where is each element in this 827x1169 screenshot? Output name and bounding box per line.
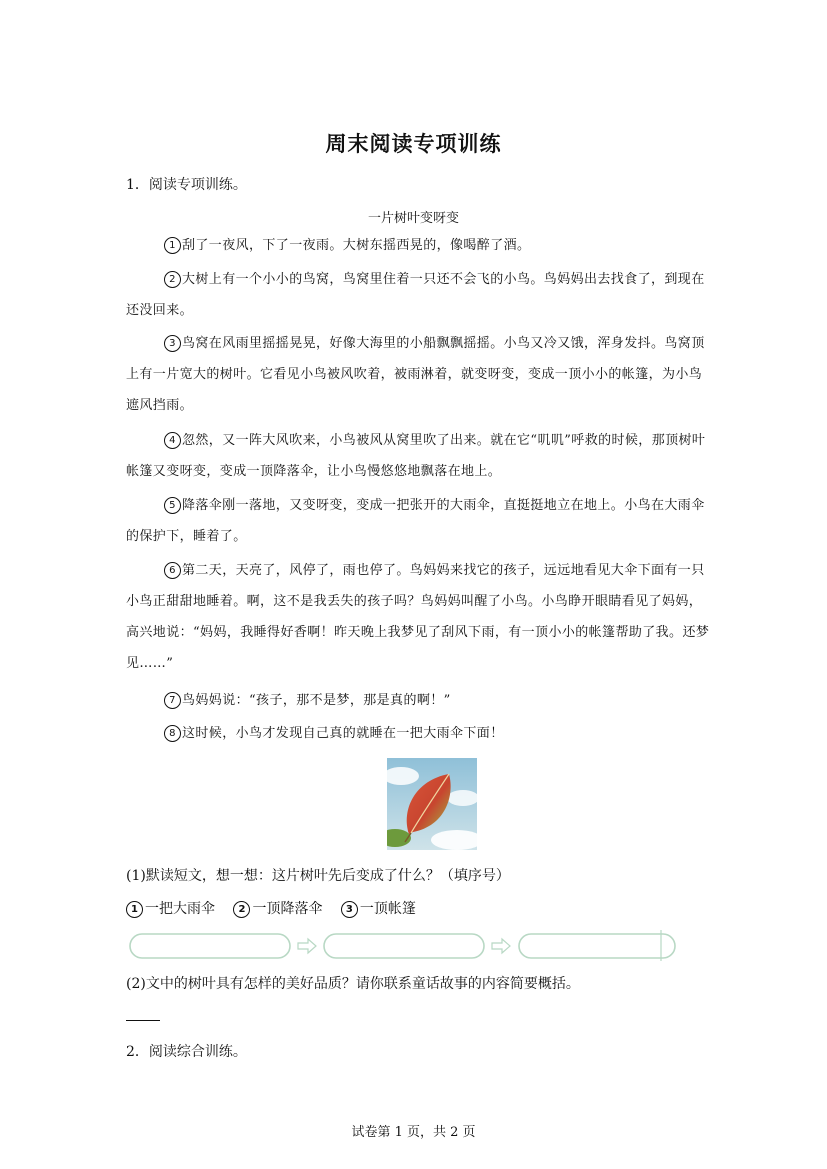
story-paragraph-2 xyxy=(126,264,712,326)
paragraph-text: 第二天，天亮了，风停了，雨也停了。鸟妈妈来找它的孩子，远远地看见大伞下面有一只小鸟正甜甜地睡着。啊，这不是我丢失的孩子吗？鸟妈妈叫醒了小鸟。小鸟睁开眼睛看见了妈妈，高兴地说：“妈妈，我睡得好香啊！昨天晚上我梦见了刮风下雨，有一顶小小的帐篷帮助了我。还梦见……” xyxy=(126,563,710,671)
answer-flow-diagram xyxy=(128,928,678,964)
story-paragraph-3 xyxy=(126,328,712,421)
question-2-heading xyxy=(126,1041,247,1061)
paragraph-number: 3 xyxy=(164,335,181,352)
answer-box-2[interactable] xyxy=(324,934,484,958)
story-paragraph-5 xyxy=(126,490,712,552)
question-1-number: 1． xyxy=(126,177,149,193)
paragraph-number: 1 xyxy=(164,237,181,254)
question-2-number: 2． xyxy=(126,1044,149,1060)
sub-question-1: (1)默读短文，想一想：这片树叶先后变成了什么？（填序号） xyxy=(126,868,510,884)
question-1-label: 阅读专项训练。 xyxy=(148,177,247,193)
question-1-heading xyxy=(126,174,247,194)
arrow-right-icon xyxy=(492,939,510,953)
option-text: 一把大雨伞 xyxy=(145,901,215,917)
paragraph-text: 忽然，又一阵大风吹来，小鸟被风从窝里吹了出来。就在它“叽叽”呼救的时候，那顶树叶帐篷又变呀变，变成一顶降落伞，让小鸟慢悠悠地飘落在地上。 xyxy=(126,433,706,479)
story-paragraph-6 xyxy=(126,555,712,679)
paragraph-text: 鸟妈妈说：“孩子，那不是梦，那是真的啊！” xyxy=(182,693,451,708)
answer-line xyxy=(126,1020,160,1021)
sub-question-2: (2)文中的树叶具有怎样的美好品质？请你联系童话故事的内容简要概括。 xyxy=(126,976,580,992)
answer-box-3[interactable] xyxy=(519,934,675,958)
paragraph-text: 降落伞刚一落地，又变呀变，变成一把张开的大雨伞，直挺挺地立在地上。小鸟在大雨伞的保护下，睡着了。 xyxy=(126,498,705,544)
option-1 xyxy=(126,901,215,917)
story-paragraph-1 xyxy=(126,230,712,261)
paragraph-number: 5 xyxy=(164,497,181,514)
paragraph-text: 大树上有一个小小的鸟窝，鸟窝里住着一只还不会飞的小鸟。鸟妈妈出去找食了，到现在还没回来。 xyxy=(126,272,705,318)
option-text: 一顶帐篷 xyxy=(359,901,416,917)
arrow-right-icon xyxy=(298,939,316,953)
paragraph-number: 7 xyxy=(164,692,181,709)
paragraph-text: 这时候，小鸟才发现自己真的就睡在一把大雨伞下面！ xyxy=(182,726,504,741)
story-paragraph-8 xyxy=(126,718,712,749)
paragraph-text: 鸟窝在风雨里摇摇晃晃，好像大海里的小船飘飘摇摇。小鸟又冷又饿，浑身发抖。鸟窝顶上有一片宽大的树叶。它看见小鸟被风吹着，被雨淋着，就变呀变，变成一顶小小的帐篷，为小鸟遮风挡雨。 xyxy=(126,336,705,413)
story-title: 一片树叶变呀变 xyxy=(367,211,459,226)
option-number: 1 xyxy=(126,901,143,918)
paragraph-number: 6 xyxy=(164,562,181,579)
option-number: 2 xyxy=(233,901,250,918)
page-title: 周末阅读专项训练 xyxy=(325,132,502,156)
answer-options xyxy=(126,898,430,918)
option-text: 一顶降落伞 xyxy=(252,901,323,917)
paragraph-number: 4 xyxy=(164,432,181,449)
story-paragraph-7 xyxy=(126,685,712,716)
option-3 xyxy=(341,901,416,917)
option-2 xyxy=(233,901,322,917)
story-paragraph-4 xyxy=(126,425,712,487)
question-2-label: 阅读综合训练。 xyxy=(148,1044,247,1060)
paragraph-number: 2 xyxy=(164,271,181,288)
paragraph-text: 刮了一夜风，下了一夜雨。大树东摇西晃的，像喝醉了酒。 xyxy=(182,238,531,253)
answer-box-1[interactable] xyxy=(130,934,290,958)
page-footer: 试卷第 1 页，共 2 页 xyxy=(351,1125,476,1140)
option-number: 3 xyxy=(341,901,358,918)
paragraph-number: 8 xyxy=(164,725,181,742)
leaf-illustration xyxy=(387,758,477,850)
